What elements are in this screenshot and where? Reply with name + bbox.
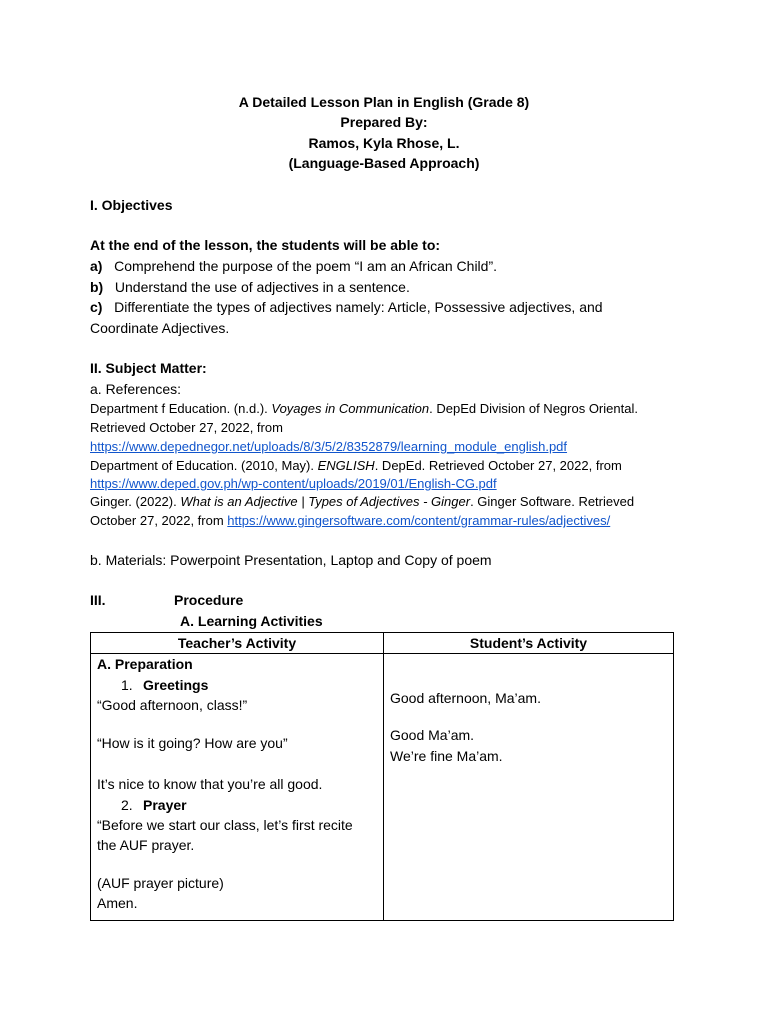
learning-activities-heading: A. Learning Activities [180, 613, 323, 629]
objective-text: Differentiate the types of adjectives namely: Article, Possessive adjectives, and [114, 299, 603, 315]
objectives-intro: At the end of the lesson, the students will be able to: [90, 237, 441, 253]
prayer-picture-placeholder: (AUF prayer picture) [97, 875, 224, 891]
objective-item-c-continued: Coordinate Adjectives. [90, 320, 230, 336]
prayer-number: 2. [121, 797, 133, 813]
reference-publisher: . DepEd Division of Negros Oriental. [429, 401, 638, 416]
reference-title: Voyages in Communication [271, 401, 430, 416]
author-name: Ramos, Kyla Rhose, L. [308, 135, 460, 151]
prepared-by-label: Prepared By: [340, 114, 428, 130]
reference-2 [90, 456, 622, 475]
references-label: a. References: [90, 381, 182, 397]
reference-1 [90, 399, 638, 418]
reference-publisher: . DepEd. Retrieved October 27, 2022, from [374, 458, 622, 473]
procedure-number: III. [90, 592, 106, 608]
teacher-line: “Before we start our class, let’s first recite [97, 817, 353, 833]
greetings-heading: Greetings [143, 677, 209, 693]
materials-line: b. Materials: Powerpoint Presentation, Laptop and Copy of poem [90, 552, 492, 568]
teacher-line: Amen. [97, 895, 138, 911]
teacher-line: It’s nice to know that you’re all good. [97, 776, 323, 792]
reference-1-retrieved: Retrieved October 27, 2022, from [90, 420, 283, 435]
objective-marker: b) [90, 279, 104, 295]
objective-marker: c) [90, 299, 103, 315]
reference-retrieved-text: October 27, 2022, from [90, 513, 228, 528]
activities-table [90, 632, 674, 921]
preparation-heading: A. Preparation [97, 656, 193, 672]
objective-marker: a) [90, 258, 103, 274]
reference-3 [90, 492, 634, 511]
reference-1-link[interactable]: https://www.depednegor.net/uploads/8/3/5/2/8352879/learning_module_english.pdf [90, 439, 568, 454]
procedure-heading: Procedure [174, 592, 244, 608]
teacher-activity-cell [91, 654, 384, 921]
objective-text: Comprehend the purpose of the poem “I am an African Child”. [114, 258, 497, 274]
teacher-line: “Good afternoon, class!” [97, 697, 248, 713]
teacher-activity-header: Teacher’s Activity [91, 633, 384, 654]
objective-item-a [90, 256, 497, 276]
student-line: Good afternoon, Ma’am. [390, 690, 541, 706]
subject-matter-heading: II. Subject Matter: [90, 360, 207, 376]
objective-item-c [90, 297, 603, 317]
reference-3-retrieved [90, 511, 610, 530]
prayer-heading: Prayer [143, 797, 187, 813]
teacher-line: “How is it going? How are you” [97, 735, 288, 751]
objective-text: Understand the use of adjectives in a sentence. [114, 279, 410, 295]
student-activity-cell [384, 654, 674, 921]
student-line: Good Ma’am. [390, 727, 475, 743]
approach-label: (Language-Based Approach) [288, 155, 480, 171]
objective-item-b [90, 277, 410, 297]
teacher-line: the AUF prayer. [97, 837, 195, 853]
reference-author: Department of Education. (2010, May). [90, 458, 318, 473]
greetings-number: 1. [121, 677, 133, 693]
reference-publisher: . Ginger Software. Retrieved [470, 494, 635, 509]
reference-author: Ginger. (2022). [90, 494, 181, 509]
reference-title: What is an Adjective | Types of Adjectives - Ginger [180, 494, 471, 509]
reference-title: ENGLISH [317, 458, 375, 473]
reference-3-link[interactable]: https://www.gingersoftware.com/content/grammar-rules/adjectives/ [227, 513, 611, 528]
document-title: A Detailed Lesson Plan in English (Grade 8) [238, 94, 530, 110]
student-line: We’re fine Ma’am. [390, 748, 503, 764]
reference-2-link[interactable]: https://www.deped.gov.ph/wp-content/uploads/2019/01/English-CG.pdf [90, 476, 497, 491]
table-header-row [91, 633, 674, 654]
objectives-heading: I. Objectives [90, 197, 173, 213]
reference-author: Department f Education. (n.d.). [90, 401, 272, 416]
table-row [91, 654, 674, 921]
student-activity-header: Student’s Activity [384, 633, 674, 654]
